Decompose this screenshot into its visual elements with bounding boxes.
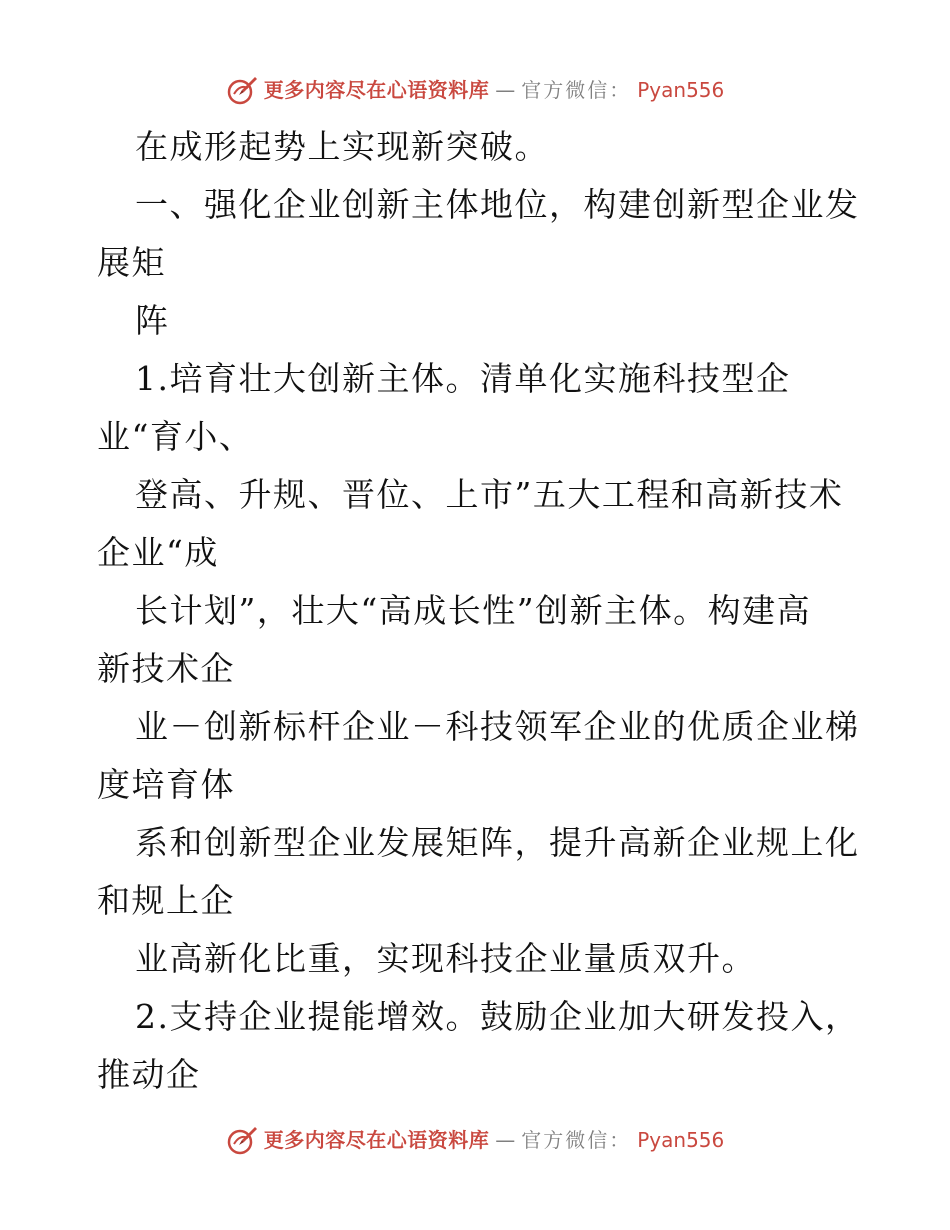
header-banner	[0, 70, 950, 110]
text-line: 业－创新标杆企业－科技领军企业的优质企业梯	[135, 707, 860, 746]
text-line: 长计划”，壮大“高成长性”创新主体。构建高	[135, 591, 812, 630]
banner-red-text: 更多内容尽在心语资料库	[263, 1128, 490, 1152]
banner-wechat-id: Pyan556	[637, 78, 725, 102]
text-line: 登高、升规、晋位、上市”五大工程和高新技术	[135, 475, 844, 514]
text-line: 展矩	[97, 243, 166, 282]
banner-wechat-label: 官方微信：	[521, 1128, 632, 1152]
text-line: 和规上企	[97, 881, 235, 920]
text-line: 企业“成	[97, 533, 219, 572]
banner-wechat-label: 官方微信：	[521, 78, 632, 102]
document-body	[97, 118, 860, 1104]
banner-dash: —	[495, 1128, 516, 1152]
pen-logo-icon	[226, 74, 258, 106]
text-line: 系和创新型企业发展矩阵，提升高新企业规上化	[135, 823, 860, 862]
pen-logo-icon	[226, 1124, 258, 1156]
text-line: 阵	[135, 301, 170, 340]
text-line: 一、强化企业创新主体地位，构建创新型企业发	[135, 185, 860, 224]
text-line: 业高新化比重，实现科技企业量质双升。	[135, 939, 756, 978]
banner-wechat-id: Pyan556	[637, 1128, 725, 1152]
text-line: 推动企	[97, 1055, 201, 1094]
banner-dash: —	[495, 78, 516, 102]
banner-content	[226, 74, 725, 106]
text-line: 业“育小、	[97, 417, 254, 456]
text-line: 1.培育壮大创新主体。清单化实施科技型企	[135, 359, 791, 398]
text-line: 2.支持企业提能增效。鼓励企业加大研发投入，	[135, 997, 860, 1036]
text-line: 新技术企	[97, 649, 235, 688]
banner-content	[226, 1124, 725, 1156]
text-line: 度培育体	[97, 765, 235, 804]
text-line: 在成形起势上实现新突破。	[135, 127, 549, 166]
footer-banner	[0, 1120, 950, 1160]
banner-red-text: 更多内容尽在心语资料库	[263, 78, 490, 102]
